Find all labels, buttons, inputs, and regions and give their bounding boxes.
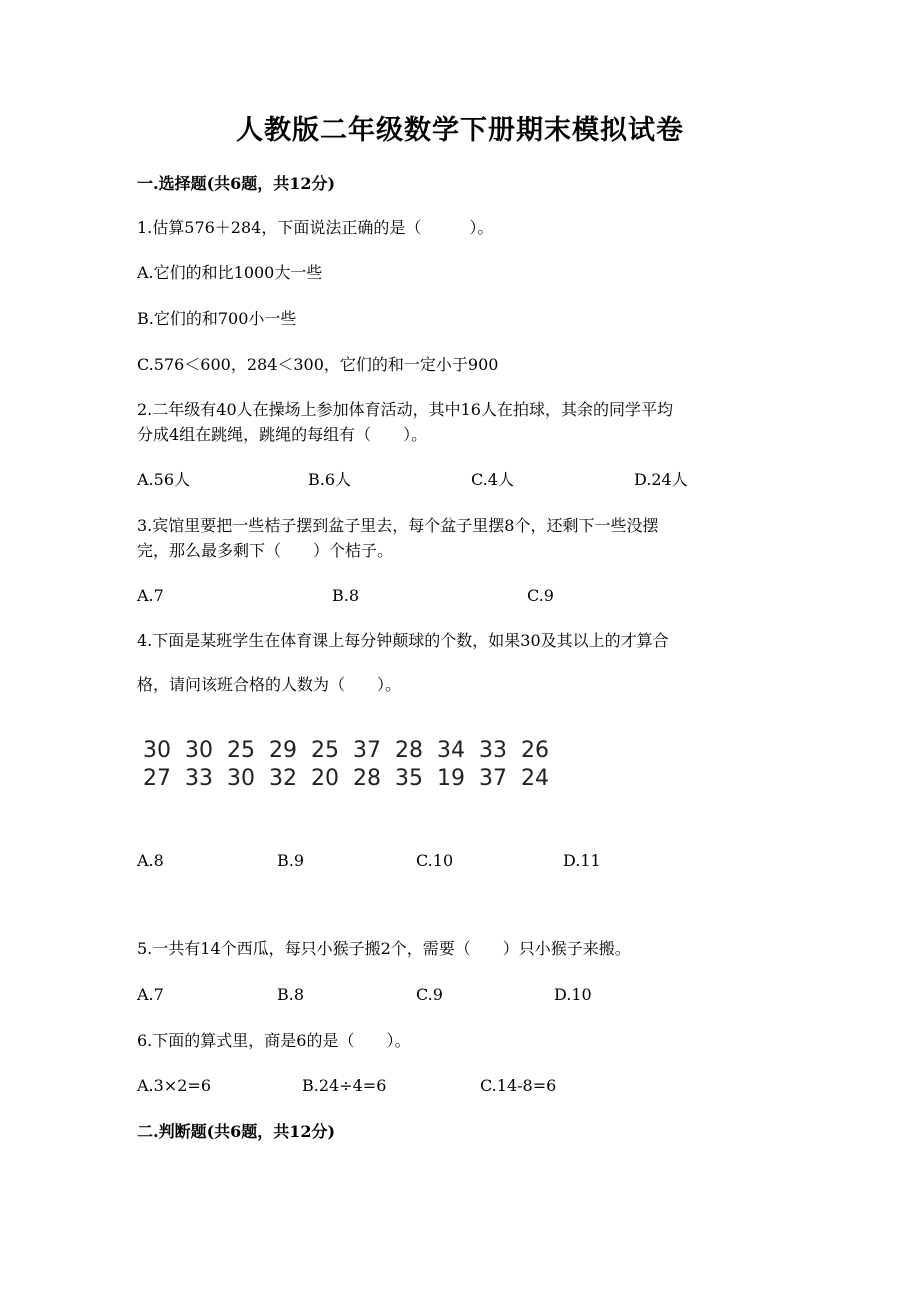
question-1-option-c: C.576＜600，284＜300，它们的和一定小于900 [137, 355, 499, 374]
table-cell: 25 [227, 738, 255, 763]
question-3-stem-line-2: 完，那么最多剩下（ ）个桔子。 [137, 541, 394, 560]
table-cell: 37 [479, 766, 507, 791]
question-5-stem: 5.一共有14个西瓜，每只小猴子搬2个，需要（ ）只小猴子来搬。 [137, 939, 631, 958]
question-5-option-d: D.10 [554, 985, 592, 1004]
table-cell: 37 [353, 738, 381, 763]
question-2-option-d: D.24人 [634, 470, 688, 489]
question-2-option-b: B.6人 [308, 470, 352, 489]
section-heading-choice: 一.选择题(共6题，共12分) [137, 174, 336, 193]
table-cell: 24 [521, 766, 549, 791]
question-3-option-c: C.9 [527, 586, 554, 605]
question-1-option-b: B.它们的和700小一些 [137, 309, 297, 328]
question-2-option-a: A.56人 [137, 470, 191, 489]
table-cell: 29 [269, 738, 297, 763]
question-4-option-b: B.9 [277, 851, 305, 870]
table-cell: 35 [395, 766, 423, 791]
question-6-stem: 6.下面的算式里，商是6的是（ ）。 [137, 1031, 411, 1050]
question-4-stem-line-2: 格，请问该班合格的人数为（ ）。 [137, 675, 402, 694]
question-2-stem-line-1: 2.二年级有40人在操场上参加体育活动，其中16人在拍球，其余的同学平均 [137, 400, 673, 419]
question-1-stem: 1.估算576＋284，下面说法正确的是（ ）。 [137, 218, 494, 237]
page-title: 人教版二年级数学下册期末模拟试卷 [236, 115, 684, 146]
table-cell: 30 [227, 766, 255, 791]
question-3-option-b: B.8 [332, 586, 360, 605]
table-cell: 19 [437, 766, 465, 791]
question-5-option-a: A.7 [137, 985, 164, 1004]
juggling-count-table [143, 737, 563, 793]
table-cell: 28 [353, 766, 381, 791]
table-cell: 32 [269, 766, 297, 791]
question-2-stem-line-2: 分成4组在跳绳，跳绳的每组有（ ）。 [137, 425, 428, 444]
question-4-option-d: D.11 [563, 851, 601, 870]
table-cell: 30 [143, 738, 171, 763]
question-4-stem-line-1: 4.下面是某班学生在体育课上每分钟颠球的个数，如果30及其以上的才算合 [137, 631, 669, 650]
question-6-option-c: C.14-8=6 [480, 1076, 557, 1095]
table-cell: 33 [479, 738, 507, 763]
question-1-option-a: A.它们的和比1000大一些 [137, 263, 323, 282]
table-cell: 28 [395, 738, 423, 763]
table-cell: 30 [185, 738, 213, 763]
table-cell: 27 [143, 766, 171, 791]
table-cell: 25 [311, 738, 339, 763]
question-5-option-b: B.8 [277, 985, 305, 1004]
question-6-option-b: B.24÷4=6 [302, 1076, 387, 1095]
question-5-option-c: C.9 [416, 985, 443, 1004]
section-heading-true-false: 二.判断题(共6题，共12分) [137, 1122, 336, 1141]
table-cell: 34 [437, 738, 465, 763]
table-cell: 20 [311, 766, 339, 791]
question-6-option-a: A.3×2=6 [137, 1076, 211, 1095]
table-cell: 26 [521, 738, 549, 763]
table-row [143, 737, 563, 765]
question-4-option-a: A.8 [137, 851, 164, 870]
question-2-option-c: C.4人 [471, 470, 514, 489]
question-3-stem-line-1: 3.宾馆里要把一些桔子摆到盆子里去，每个盆子里摆8个，还剩下一些没摆 [137, 516, 659, 535]
question-3-option-a: A.7 [137, 586, 164, 605]
table-row [143, 765, 563, 793]
table-cell: 33 [185, 766, 213, 791]
question-4-option-c: C.10 [416, 851, 454, 870]
